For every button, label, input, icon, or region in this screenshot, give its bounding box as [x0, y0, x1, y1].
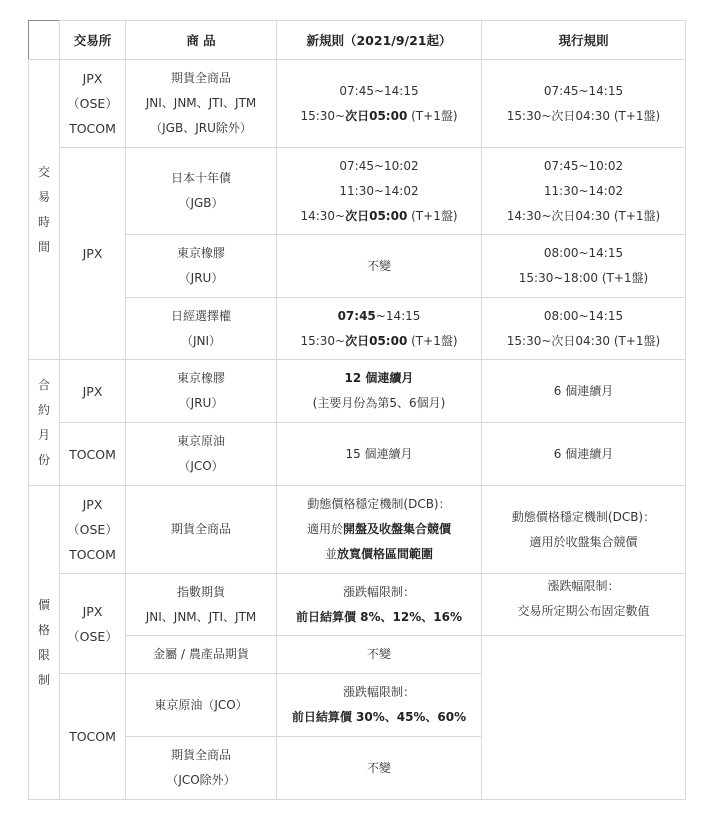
current-rule-cell: 08:00~14:15 15:30~18:00 (T+1盤): [482, 235, 686, 298]
table-row: [29, 423, 686, 486]
table-row: [29, 574, 686, 636]
new-rule-cell: 不變: [277, 737, 482, 800]
current-rule-cell: 6 個連續月: [482, 360, 686, 423]
product-cell: 日本十年債 （JGB）: [126, 148, 277, 235]
header-new-rule: 新規則（2021/9/21起）: [277, 21, 482, 60]
product-cell: 指數期貨 JNI、JNM、JTI、JTM: [126, 574, 277, 636]
exchange-cell: TOCOM: [60, 674, 126, 800]
new-rule-cell: 不變: [277, 235, 482, 298]
current-rule-cell: 08:00~14:15 15:30~次日04:30 (T+1盤): [482, 298, 686, 360]
new-rule-cell: 漲跌幅限制： 前日結算價 30%、45%、60%: [277, 674, 482, 737]
header-row: [29, 21, 686, 60]
section-label-price-limits: 價 格 限 制: [29, 486, 60, 800]
current-rule-cell: 6 個連續月: [482, 423, 686, 486]
section-label-trading-hours: 交 易 時 間: [29, 60, 60, 360]
table-row: [29, 148, 686, 235]
exchange-cell: JPX （OSE） TOCOM: [60, 486, 126, 574]
product-cell: 東京橡膠 （JRU）: [126, 360, 277, 423]
exchange-cell: JPX （OSE） TOCOM: [60, 60, 126, 148]
new-rule-cell: 07:45~10:02 11:30~14:02 14:30~次日05:00 (T+1盤): [277, 148, 482, 235]
product-cell: 東京原油 （JCO）: [126, 423, 277, 486]
new-rule-cell: 07:45~14:15 15:30~次日05:00 (T+1盤): [277, 298, 482, 360]
exchange-cell: JPX: [60, 360, 126, 423]
section-label-contract-months: 合 約 月 份: [29, 360, 60, 486]
new-rule-cell: 動態價格穩定機制(DCB)： 適用於開盤及收盤集合競價 並放寬價格區間範圍: [277, 486, 482, 574]
product-cell: 東京橡膠 （JRU）: [126, 235, 277, 298]
product-cell: 期貨全商品 （JCO除外）: [126, 737, 277, 800]
new-rule-cell: 07:45~14:15 15:30~次日05:00 (T+1盤): [277, 60, 482, 148]
header-exchange: 交易所: [60, 21, 126, 60]
current-rule-cell: 07:45~10:02 11:30~14:02 14:30~次日04:30 (T+1盤): [482, 148, 686, 235]
exchange-cell: JPX: [60, 148, 126, 360]
table-row: [29, 298, 686, 360]
table-row: [29, 235, 686, 298]
current-rule-cell: 07:45~14:15 15:30~次日04:30 (T+1盤): [482, 60, 686, 148]
product-cell: 期貨全商品: [126, 486, 277, 574]
trading-rules-comparison-table: [28, 20, 686, 800]
current-rule-cell-empty: [482, 636, 686, 800]
table-row: [29, 360, 686, 423]
exchange-cell: JPX （OSE）: [60, 574, 126, 674]
new-rule-cell: 漲跌幅限制： 前日結算價 8%、12%、16%: [277, 574, 482, 636]
product-cell: 期貨全商品 JNI、JNM、JTI、JTM （JGB、JRU除外）: [126, 60, 277, 148]
new-rule-cell: 不變: [277, 636, 482, 674]
header-product: 商 品: [126, 21, 277, 60]
product-cell: 金屬 / 農產品期貨: [126, 636, 277, 674]
new-rule-cell: 15 個連續月: [277, 423, 482, 486]
current-rule-cell: 動態價格穩定機制(DCB)： 適用於收盤集合競價: [482, 486, 686, 574]
new-rule-cell: 12 個連續月 (主要月份為第5、6個月): [277, 360, 482, 423]
corner-cell: [29, 21, 60, 60]
product-cell: 日經選擇權 （JNI）: [126, 298, 277, 360]
table-row: [29, 486, 686, 574]
table-row: [29, 60, 686, 148]
header-current-rule: 現行規則: [482, 21, 686, 60]
product-cell: 東京原油（JCO）: [126, 674, 277, 737]
exchange-cell: TOCOM: [60, 423, 126, 486]
current-rule-cell: 漲跌幅限制： 交易所定期公布固定數值: [482, 574, 686, 636]
table-row: [29, 636, 686, 674]
